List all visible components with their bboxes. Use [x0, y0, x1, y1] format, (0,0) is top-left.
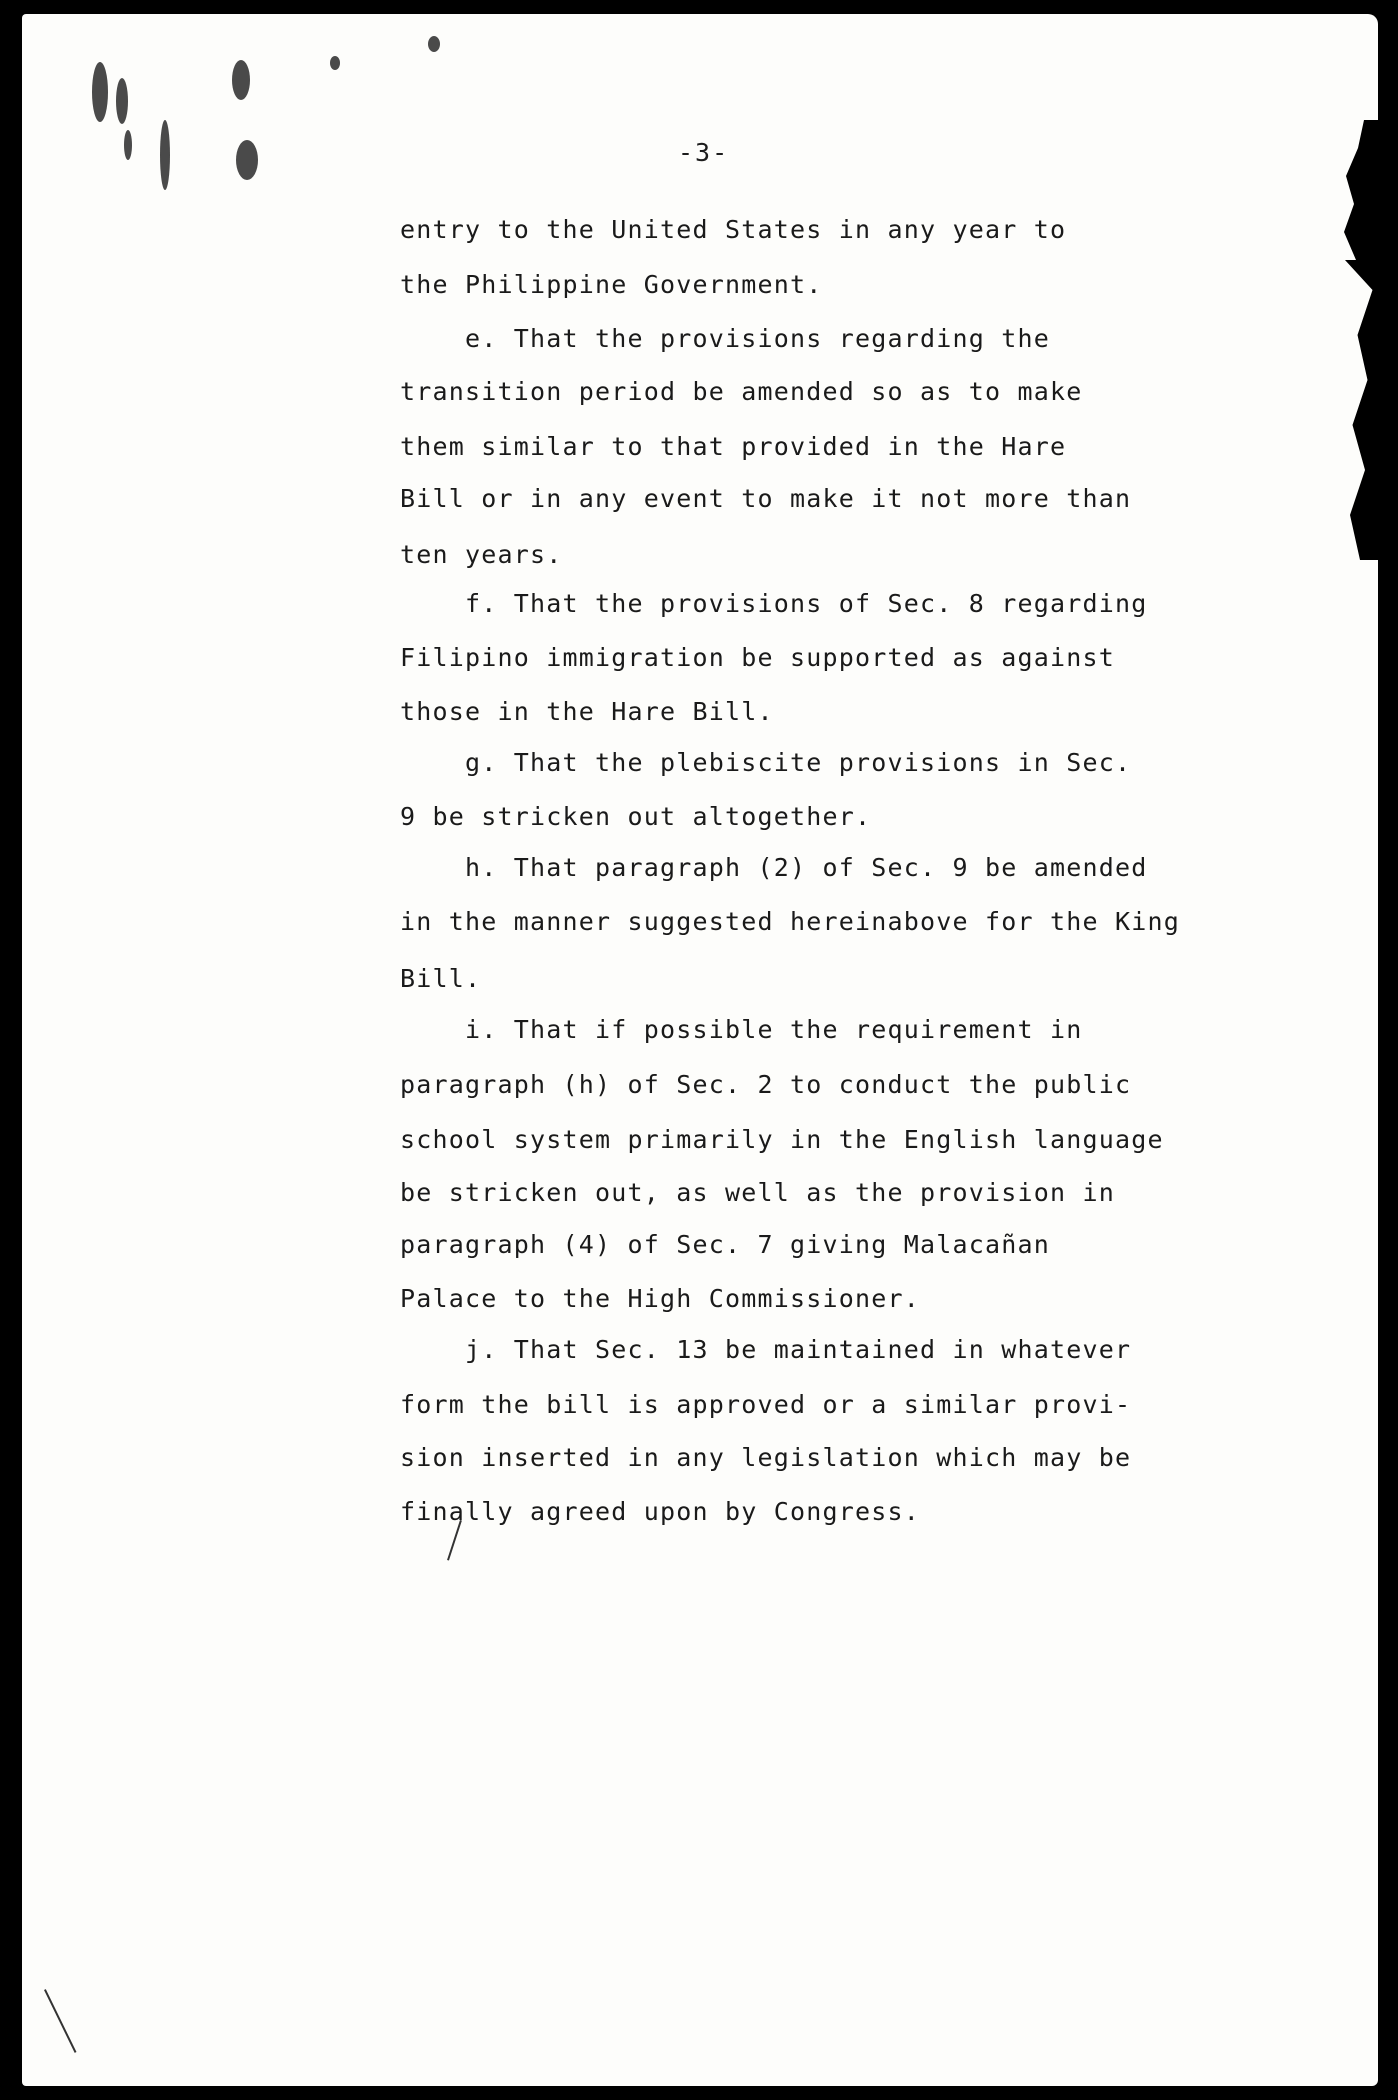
text-line: Palace to the High Commissioner. [400, 1284, 921, 1313]
text-line: them similar to that provided in the Hare [400, 432, 1067, 461]
text-line: h. That paragraph (2) of Sec. 9 be amended [400, 853, 1148, 882]
text-line: paragraph (h) of Sec. 2 to conduct the public [400, 1070, 1132, 1099]
text-line: those in the Hare Bill. [400, 697, 774, 726]
text-line: g. That the plebiscite provisions in Sec. [400, 748, 1132, 777]
text-line: 9 be stricken out altogether. [400, 802, 872, 831]
text-line: ten years. [400, 540, 563, 569]
ink-smudge [236, 140, 258, 180]
text-line: Bill. [400, 964, 482, 993]
ink-smudge [92, 62, 108, 122]
ink-smudge [160, 120, 170, 190]
text-line: i. That if possible the requirement in [400, 1015, 1083, 1044]
text-line: finally agreed upon by Congress. [400, 1497, 921, 1526]
text-line: sion inserted in any legislation which may be [400, 1443, 1132, 1472]
text-line: be stricken out, as well as the provision in [400, 1178, 1116, 1207]
ink-smudge [428, 36, 440, 52]
text-line: form the bill is approved or a similar provi- [400, 1390, 1132, 1419]
text-line: transition period be amended so as to make [400, 377, 1083, 406]
text-line: paragraph (4) of Sec. 7 giving Malacañan [400, 1230, 1051, 1259]
text-line: the Philippine Government. [400, 270, 823, 299]
ink-smudge [330, 56, 340, 70]
text-line: entry to the United States in any year to [400, 215, 1067, 244]
text-line: j. That Sec. 13 be maintained in whatever [400, 1335, 1132, 1364]
text-line: Filipino immigration be supported as against [400, 643, 1116, 672]
ink-smudge [232, 60, 250, 100]
text-line: Bill or in any event to make it not more than [400, 484, 1132, 513]
text-line: f. That the provisions of Sec. 8 regarding [400, 589, 1148, 618]
ink-smudge [124, 130, 132, 160]
text-line: school system primarily in the English language [400, 1125, 1164, 1154]
text-line: e. That the provisions regarding the [400, 324, 1051, 353]
ink-smudge [116, 78, 128, 124]
text-line: in the manner suggested hereinabove for the King [400, 907, 1181, 936]
page-number: -3- [678, 138, 730, 167]
